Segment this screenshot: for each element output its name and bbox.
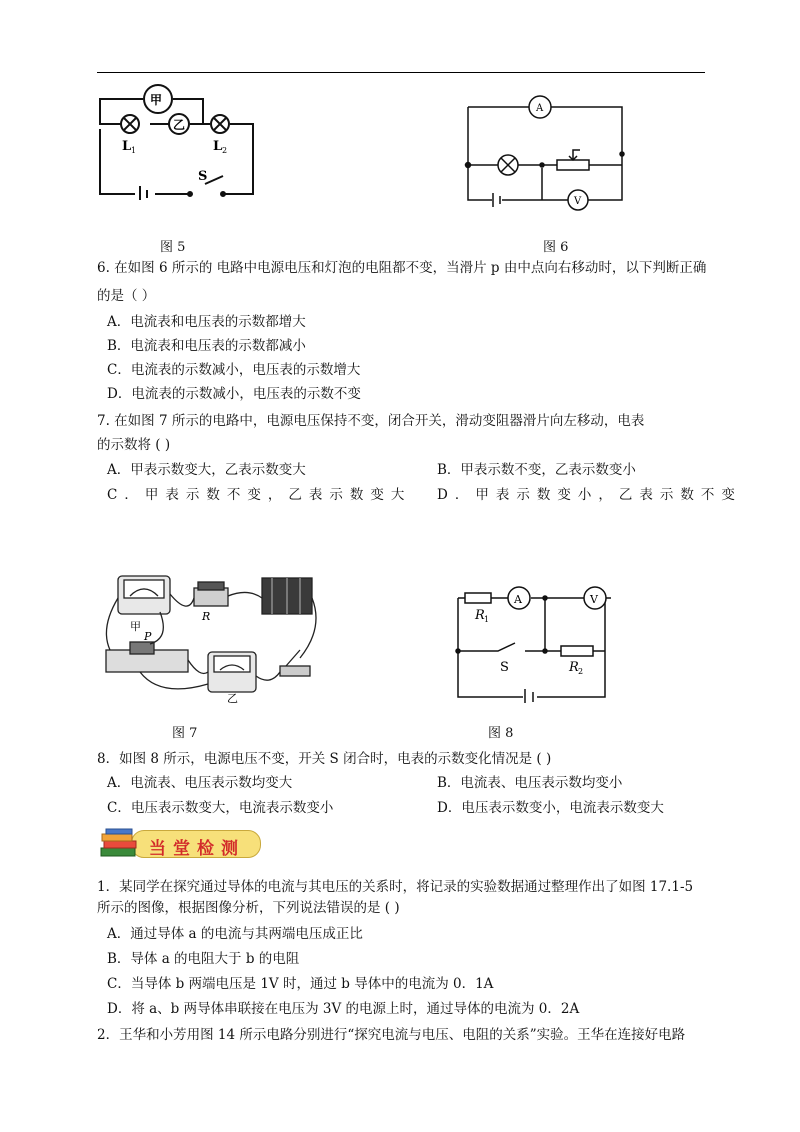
fig8-label-r1: R [475,608,485,623]
q7-option-a: A．甲表示数变大，乙表示数变大 [107,462,306,478]
q7-option-c: C．甲表示数不变，乙表示数变大 [107,487,412,503]
section-banner [97,826,265,860]
fig5-label-l2: L [213,139,223,154]
fig6-label-v: V [574,196,582,207]
c1-option-a: A．通过导体 a 的电流与其两端电压成正比 [107,926,363,942]
fig5-caption: 图 5 [160,240,186,255]
fig8-label-r2-sub: 2 [578,667,584,676]
q7-option-d: D．甲表示数变小，乙表示数不变 [437,487,742,503]
figure-7-apparatus [100,568,330,704]
c1-option-c: C．当导体 b 两端电压是 1V 时，通过 b 导体中的电流为 0．1A [107,976,494,992]
c1-option-d: D．将 a、b 两导体串联接在电压为 3V 的电源上时，通过导体的电流为 0．2A [107,1001,580,1017]
figure-8-circuit [453,583,611,703]
fig5-label-l1: L [122,139,132,154]
fig7-caption: 图 7 [172,726,198,741]
c1-stem-line2: 所示的图像，根据图像分析，下列说法错误的是 ( ) [97,900,400,916]
q8-option-a: A．电流表、电压表示数均变大 [107,775,293,791]
c1-stem-line1: 1．某同学在探究通过导体的电流与其电压的关系时，将记录的实验数据通过整理作出了如图 17.1-5 [97,879,694,895]
c1-option-b: B．导体 a 的电阻大于 b 的电阻 [107,951,300,967]
q8-option-d: D．电压表示数变小，电流表示数变大 [437,800,664,816]
c2-stem-line1: 2．王华和小芳用图 14 所示电路分别进行“探究电流与电压、电阻的关系”实验。王华在连接好电路 [97,1027,686,1043]
fig8-label-a: A [514,593,522,606]
q7-stem-line2: 的示数将 ( ) [97,437,171,453]
q7-stem-line1: 7. 在如图 7 所示的电路中，电源电压保持不变，闭合开关，滑动变阻器滑片向左移动，电表 [97,413,645,429]
fig7-label-jia: 甲 [130,620,141,633]
fig8-label-r2: R [569,660,579,675]
fig8-label-v: V [590,593,598,606]
fig5-label-s: S [198,169,208,184]
fig5-label-yi: 乙 [173,118,186,132]
fig6-caption: 图 6 [543,240,569,255]
fig7-label-p: P [144,630,152,643]
q6-option-c: C．电流表的示数减小，电压表的示数增大 [107,362,361,378]
figure-5-circuit [95,84,265,200]
figure-6-circuit [462,92,632,212]
fig8-caption: 图 8 [488,726,514,741]
q8-stem: 8．如图 8 所示，电源电压不变，开关 S 闭合时，电表的示数变化情况是 ( ) [97,751,552,767]
books-icon [97,828,141,860]
q7-option-b: B．甲表示数不变，乙表示数变小 [437,462,636,478]
fig7-label-yi: 乙 [227,692,238,704]
q8-option-b: B．电流表、电压表示数均变小 [437,775,623,791]
fig5-label-jia: 甲 [150,93,163,107]
fig8-label-s: S [500,660,509,675]
q6-option-a: A．电流表和电压表的示数都增大 [107,314,306,330]
q6-stem-line1: 6. 在如图 6 所示的 电路中电源电压和灯泡的电阻都不变，当滑片 p 由中点向右移动时，以下判断正确 [97,260,707,276]
q8-option-c: C．电压表示数变大，电流表示数变小 [107,800,334,816]
q6-stem-line2: 的是（ ） [97,288,156,304]
fig7-label-r: R [202,610,211,623]
q6-option-d: D．电流表的示数减小，电压表的示数不变 [107,386,361,402]
fig5-label-l1-sub: 1 [131,146,137,155]
fig8-label-r1-sub: 1 [484,615,490,624]
fig6-label-a: A [536,103,544,114]
section-title: 当堂检测 [149,839,245,859]
q6-option-b: B．电流表和电压表的示数都减小 [107,338,306,354]
header-rule [97,72,705,73]
fig5-label-l2-sub: 2 [222,146,228,155]
